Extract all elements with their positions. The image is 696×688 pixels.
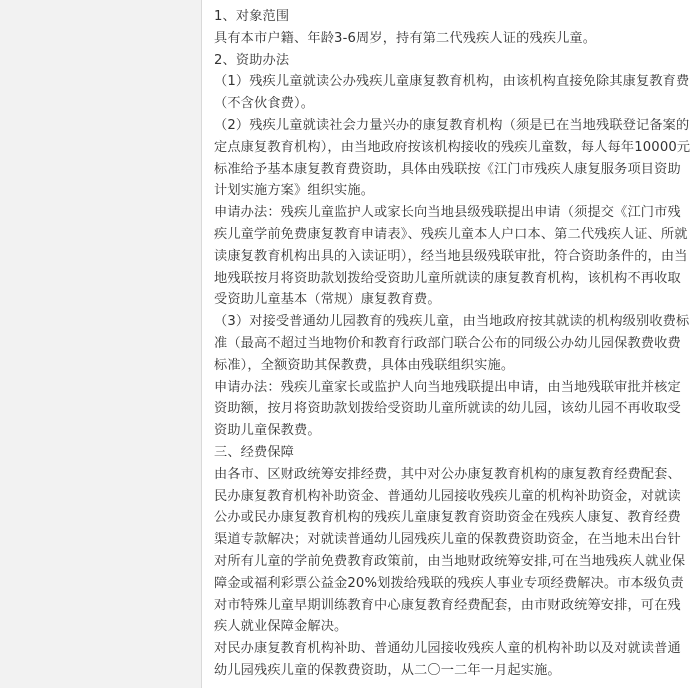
left-label-cell [0, 0, 202, 688]
paragraph-application-method-2: 申请办法：残疾儿童家长或监护人向当地残联提出申请，由当地残联审批并核定资助额，按月将资助款划拨给受资助儿童所就读的幼儿园，该幼儿园不再收取受资助儿童保教费。 [214, 379, 681, 439]
section-heading-target-scope: 1、对象范围 [214, 9, 290, 24]
paragraph-eligibility: 具有本市户籍、年龄3-6周岁，持有第二代残疾人证的残疾儿童。 [214, 30, 597, 46]
paragraph-private-institution: （2）残疾儿童就读社会力量兴办的康复教育机构（须是已在当地残联登记备案的定点康复教育机构），由当地政府按该机构接收的残疾儿童数，每人每年10000元标准给予基本康复教育费资助，具体由残联按《江门市残疾人康复服务项目资助计划实施方案》组织实施。 [214, 117, 691, 199]
paragraph-funding-source: 由各市、区财政统筹安排经费，其中对公办康复教育机构的康复教育经费配套、民办康复教育机构补助资金、普通幼儿园接收残疾儿童的机构补助资金，对就读公办或民办康复教育机构的残疾儿童康复教育资助资金在残疾人康复、教育经费渠道专款解决；对就读普通幼儿园残疾儿童的保教费资助资金，在当地未出台针对所有儿童的学前免费教育政策前，由当地财政统筹安排,可在当地残疾人就业保障金或福利彩票公益金20%划拨给残联的残疾人事业专项经费解决。市本级负责对市特殊儿童早期训练教育中心康复教育经费配套，由市财政统筹安排，可在残疾人就业保障金解决。 [214, 466, 686, 635]
article-body [202, 0, 696, 688]
paragraph-kindergarten: （3）对接受普通幼儿园教育的残疾儿童，由当地政府按其就读的机构级别收费标准（最高不超过当地物价和教育行政部门联合公布的同级公办幼儿园保教费收费标准），全额资助其保教费，具体由残联组织实施。 [214, 314, 690, 373]
section-heading-funding-method: 2、资助办法 [214, 52, 290, 68]
paragraph-public-institution: （1）残疾儿童就读公办残疾儿童康复教育机构，由该机构直接免除其康复教育费（不含伙食费）。 [214, 74, 690, 112]
paragraph-application-method-1: 申请办法：残疾儿童监护人或家长向当地县级残联提出申请（须提交《江门市残疾儿童学前免费康复教育申请表》、残疾儿童本人户口本、第二代残疾人证、所就读康复教育机构出具的入读证明），经当地县级残联审批，符合资助条件的，由当地残联按月将资助款划拨给受资助儿童所就读的康复教育机构，该机构不再收取受资助儿童基本（常规）康复教育费。 [214, 205, 688, 308]
section-heading-funding-guarantee: 三、经费保障 [214, 444, 295, 460]
paragraph-effective-date: 对民办康复教育机构补助、普通幼儿园接收残疾人童的机构补助以及对就读普通幼儿园残疾儿童的保教费资助，从二〇一二年一月起实施。 [214, 641, 681, 678]
